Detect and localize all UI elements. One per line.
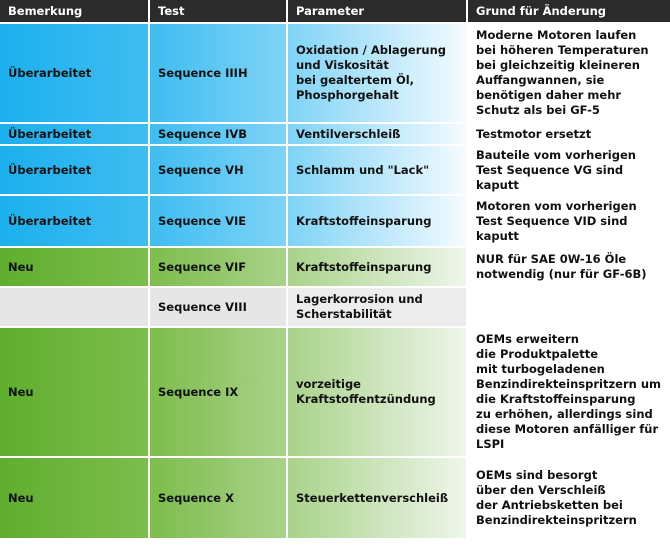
cell-parameter: Steuerkettenverschleiß [288,458,468,540]
cell-grund: OEMs erweitern die Produktpalette mit turbogeladenen Benzindirekteinspritzern um die Kraftstoffeinsparung zu erhöhen, allerdings sind diese Motoren anfälliger für LSPI [468,328,670,458]
cell-test: Sequence VIF [150,248,288,288]
cell-parameter: Ventilverschleiß [288,124,468,146]
cell-test: Sequence VIE [150,196,288,248]
cell-grund: Bauteile vom vorherigen Test Sequence VG sind kaputt [468,146,670,196]
cell-parameter: Oxidation / Ablagerung und Viskosität bei gealtertem Öl, Phosphorgehalt [288,24,468,124]
cell-bemerkung: Überarbeitet [0,146,150,196]
cell-grund: NUR für SAE 0W-16 Öle notwendig (nur für GF-6B) [468,248,670,288]
cell-bemerkung: Überarbeitet [0,124,150,146]
table-row [0,328,670,458]
table-row [0,288,670,328]
table-row [0,24,670,124]
cell-test: Sequence IX [150,328,288,458]
cell-test: Sequence X [150,458,288,540]
cell-bemerkung [0,288,150,328]
header-bemerkung: Bemerkung [0,0,150,24]
table-row [0,248,670,288]
cell-test: Sequence IIIH [150,24,288,124]
table-row [0,146,670,196]
cell-parameter: Kraftstoffeinsparung [288,248,468,288]
cell-bemerkung: Neu [0,248,150,288]
cell-grund: Testmotor ersetzt [468,124,670,146]
cell-parameter: Schlamm und "Lack" [288,146,468,196]
cell-bemerkung: Überarbeitet [0,24,150,124]
cell-grund: Motoren vom vorherigen Test Sequence VID sind kaputt [468,196,670,248]
cell-bemerkung: Neu [0,458,150,540]
header-parameter: Parameter [288,0,468,24]
cell-parameter: vorzeitige Kraftstoffentzündung [288,328,468,458]
cell-parameter: Kraftstoffeinsparung [288,196,468,248]
header-row [0,0,670,24]
cell-test: Sequence VH [150,146,288,196]
table-row [0,124,670,146]
cell-grund: OEMs sind besorgt über den Verschleiß der Antriebsketten bei Benzindirekteinspritzern [468,458,670,540]
cell-parameter: Lagerkorrosion und Scherstabilität [288,288,468,328]
cell-bemerkung: Überarbeitet [0,196,150,248]
cell-grund [468,288,670,328]
table-row [0,458,670,540]
header-grund: Grund für Änderung [468,0,670,24]
cell-grund: Moderne Motoren laufen bei höheren Temperaturen bei gleichzeitig kleineren Auffangwannen, sie benötigen daher mehr Schutz als bei GF-5 [468,24,670,124]
cell-test: Sequence VIII [150,288,288,328]
header-test: Test [150,0,288,24]
cell-test: Sequence IVB [150,124,288,146]
table-row [0,196,670,248]
cell-bemerkung: Neu [0,328,150,458]
